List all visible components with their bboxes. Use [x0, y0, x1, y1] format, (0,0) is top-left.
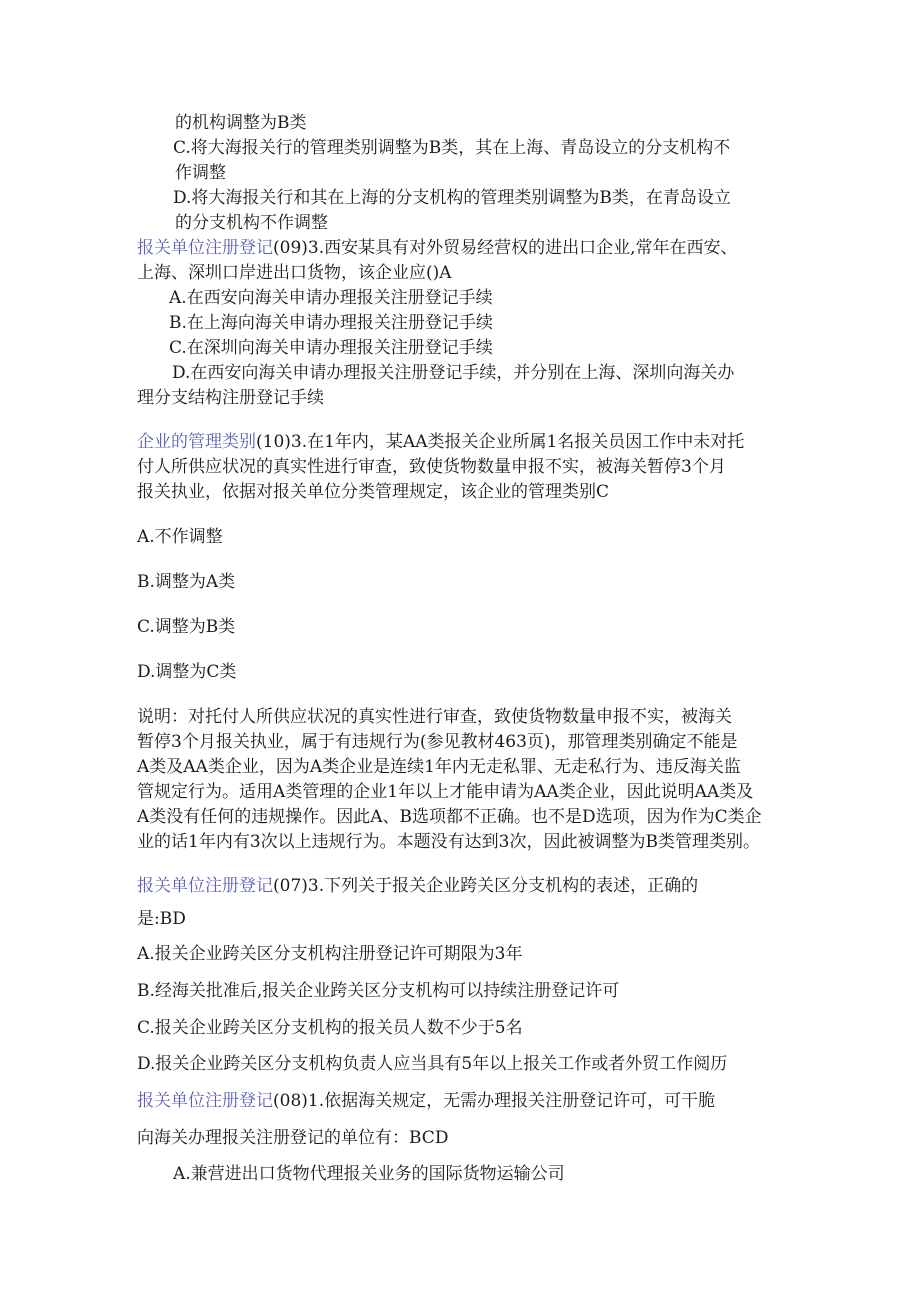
option-line: B.经海关批准后,报关企业跨关区分支机构可以持续注册登记许可 — [137, 981, 620, 1001]
question-line — [137, 874, 698, 898]
question-text: (10)3.在1年内，某AA类报关企业所属1名报关员因工作中未对托 — [256, 432, 745, 452]
option-line: D.调整为C类 — [137, 662, 237, 682]
explanation-line: A类没有任何的违规操作。因此A、B选项都不正确。也不是D选项，因为作为C类企 — [137, 807, 762, 827]
text-line: 付人所供应状况的真实性进行审查，致使货物数量申报不实，被海关暂停3个月 — [137, 457, 726, 477]
question-text: (08)1.依据海关规定，无需办理报关注册登记许可，可干脆 — [273, 1091, 716, 1111]
text-line: 的机构调整为B类 — [175, 113, 307, 133]
option-line: C.调整为B类 — [137, 617, 236, 637]
explanation-line: 管规定行为。适用A类管理的企业1年以上才能申请为AA类企业，因此说明AA类及 — [137, 782, 754, 802]
option-line: D.将大海报关行和其在上海的分支机构的管理类别调整为B类，在青岛设立 — [173, 188, 731, 208]
option-line: A.报关企业跨关区分支机构注册登记许可期限为3年 — [137, 944, 523, 964]
text-line: 作调整 — [175, 163, 226, 183]
explanation-line: 说明：对托付人所供应状况的真实性进行审查，致使货物数量申报不实，被海关 — [137, 707, 732, 727]
option-line: A.不作调整 — [137, 527, 223, 547]
question-line — [137, 236, 738, 260]
text-line: 的分支机构不作调整 — [175, 213, 328, 233]
option-line: D.在西安向海关申请办理报关注册登记手续，并分别在上海、深圳向海关办 — [172, 363, 735, 383]
text-line: 是:BD — [137, 909, 186, 929]
option-line: C.在深圳向海关申请办理报关注册登记手续 — [169, 338, 493, 358]
option-line: D.报关企业跨关区分支机构负责人应当具有5年以上报关工作或者外贸工作阅历 — [137, 1054, 728, 1074]
option-line: C.将大海报关行的管理类别调整为B类，其在上海、青岛设立的分支机构不 — [173, 138, 731, 158]
question-text: (09)3.西安某具有对外贸易经营权的进出口企业,常年在西安、 — [273, 238, 738, 258]
category-link[interactable]: 报关单位注册登记 — [137, 1091, 273, 1111]
option-line: C.报关企业跨关区分支机构的报关员人数不少于5名 — [137, 1018, 523, 1038]
question-text: (07)3.下列关于报关企业跨关区分支机构的表述，正确的 — [273, 876, 699, 896]
question-line — [137, 430, 744, 454]
option-line: B.在上海向海关申请办理报关注册登记手续 — [169, 313, 493, 333]
explanation-line: A类及AA类企业，因为A类企业是连续1年内无走私罪、无走私行为、违反海关监 — [137, 757, 741, 777]
explanation-line: 暂停3个月报关执业，属于有违规行为(参见教材463页)，那管理类别确定不能是 — [137, 732, 738, 752]
question-line — [137, 1089, 715, 1113]
option-line: B.调整为A类 — [137, 572, 236, 592]
option-line: A.在西安向海关申请办理报关注册登记手续 — [169, 288, 493, 308]
text-line: 报关执业，依据对报关单位分类管理规定，该企业的管理类别C — [137, 482, 610, 502]
category-link[interactable]: 报关单位注册登记 — [137, 876, 273, 896]
text-line: 上海、深圳口岸进出口货物，该企业应()A — [137, 263, 452, 283]
category-link[interactable]: 报关单位注册登记 — [137, 238, 273, 258]
text-line: 向海关办理报关注册登记的单位有：BCD — [137, 1128, 449, 1148]
explanation-line: 业的话1年内有3次以上违规行为。本题没有达到3次，因此被调整为B类管理类别。 — [137, 832, 760, 852]
option-line: A.兼营进出口货物代理报关业务的国际货物运输公司 — [173, 1164, 565, 1184]
text-line: 理分支结构注册登记手续 — [137, 388, 324, 408]
category-link[interactable]: 企业的管理类别 — [137, 432, 256, 452]
